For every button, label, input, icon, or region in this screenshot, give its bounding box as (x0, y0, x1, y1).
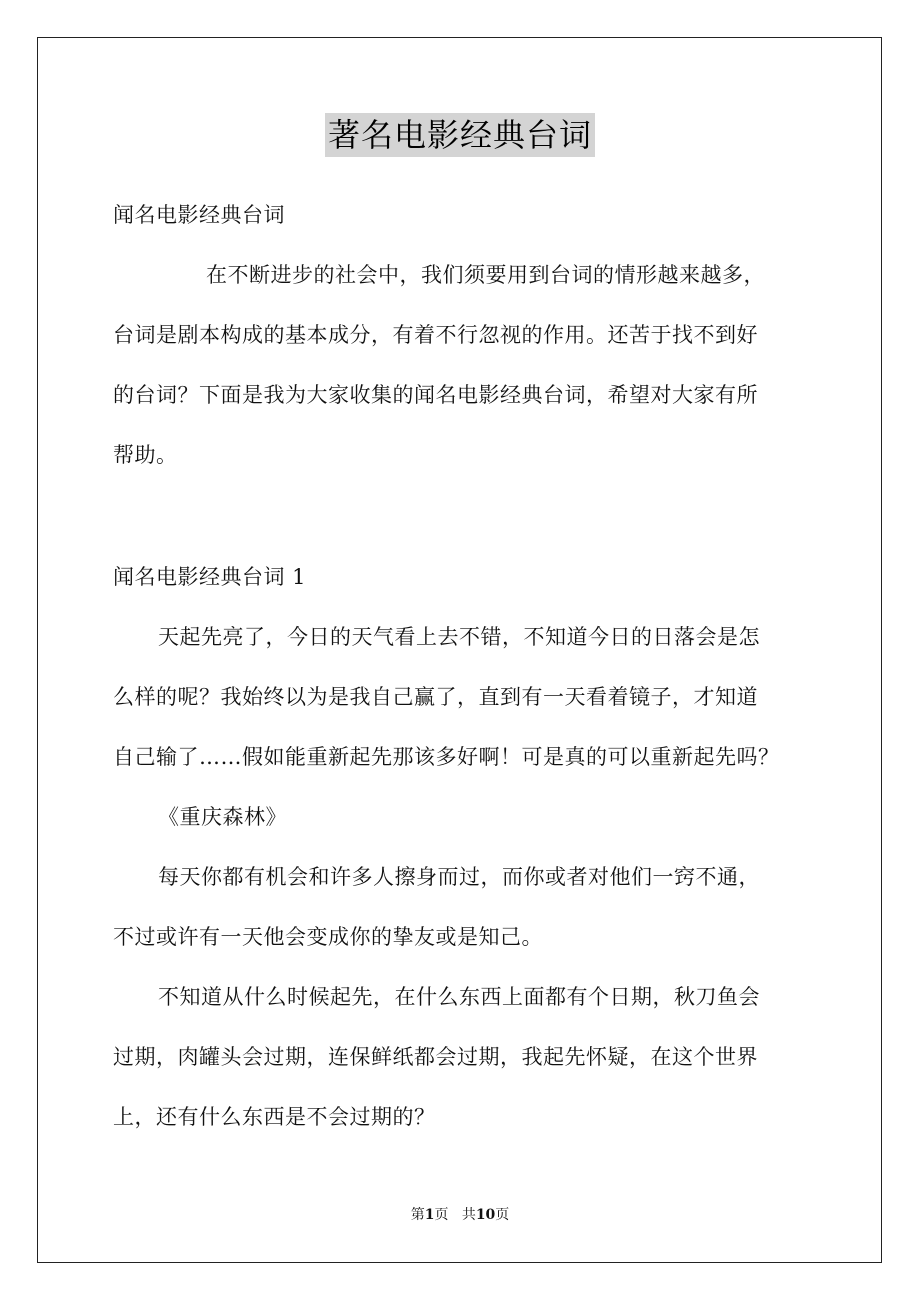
page-footer (0, 1205, 920, 1225)
section-heading: 闻名电影经典台词 1 (113, 565, 307, 589)
footer-total-prefix: 共 (461, 1207, 476, 1223)
footer-page-prefix: 第 (410, 1207, 425, 1223)
footer-page-number: 1 (424, 1207, 435, 1223)
body-line-3: 自己输了……假如能重新起先那该多好啊！可是真的可以重新起先吗？ (113, 745, 780, 769)
footer-page-unit: 页 (434, 1207, 449, 1223)
body-line-2: 么样的呢？我始终以为是我自己赢了，直到有一天看着镜子，才知道 (113, 685, 758, 709)
body-line-6: 不过或许有一天他会变成你的挚友或是知己。 (113, 925, 543, 949)
body-line-1: 天起先亮了，今日的天气看上去不错，不知道今日的日落会是怎 (158, 625, 760, 649)
body-line-9: 上，还有什么东西是不会过期的？ (113, 1105, 436, 1129)
body-line-8: 过期，肉罐头会过期，连保鲜纸都会过期，我起先怀疑，在这个世界 (113, 1045, 758, 1069)
document-title: 著名电影经典台词 (325, 113, 595, 157)
document-title-container (0, 113, 920, 157)
body-line-7: 不知道从什么时候起先，在什么东西上面都有个日期，秋刀鱼会 (158, 985, 760, 1009)
document-subtitle: 闻名电影经典台词 (113, 203, 285, 227)
body-line-5: 每天你都有机会和许多人擦身而过，而你或者对他们一窍不通， (158, 865, 760, 889)
intro-line-2: 台词是剧本构成的基本成分，有着不行忽视的作用。还苦于找不到好 (113, 323, 758, 347)
footer-total-unit: 页 (495, 1207, 510, 1223)
intro-line-1: 在不断进步的社会中，我们须要用到台词的情形越来越多， (206, 263, 765, 287)
movie-title: 《重庆森林》 (158, 805, 287, 829)
footer-total-pages: 10 (475, 1207, 496, 1223)
intro-line-3: 的台词？下面是我为大家收集的闻名电影经典台词，希望对大家有所 (113, 383, 758, 407)
intro-line-4: 帮助。 (113, 443, 178, 467)
